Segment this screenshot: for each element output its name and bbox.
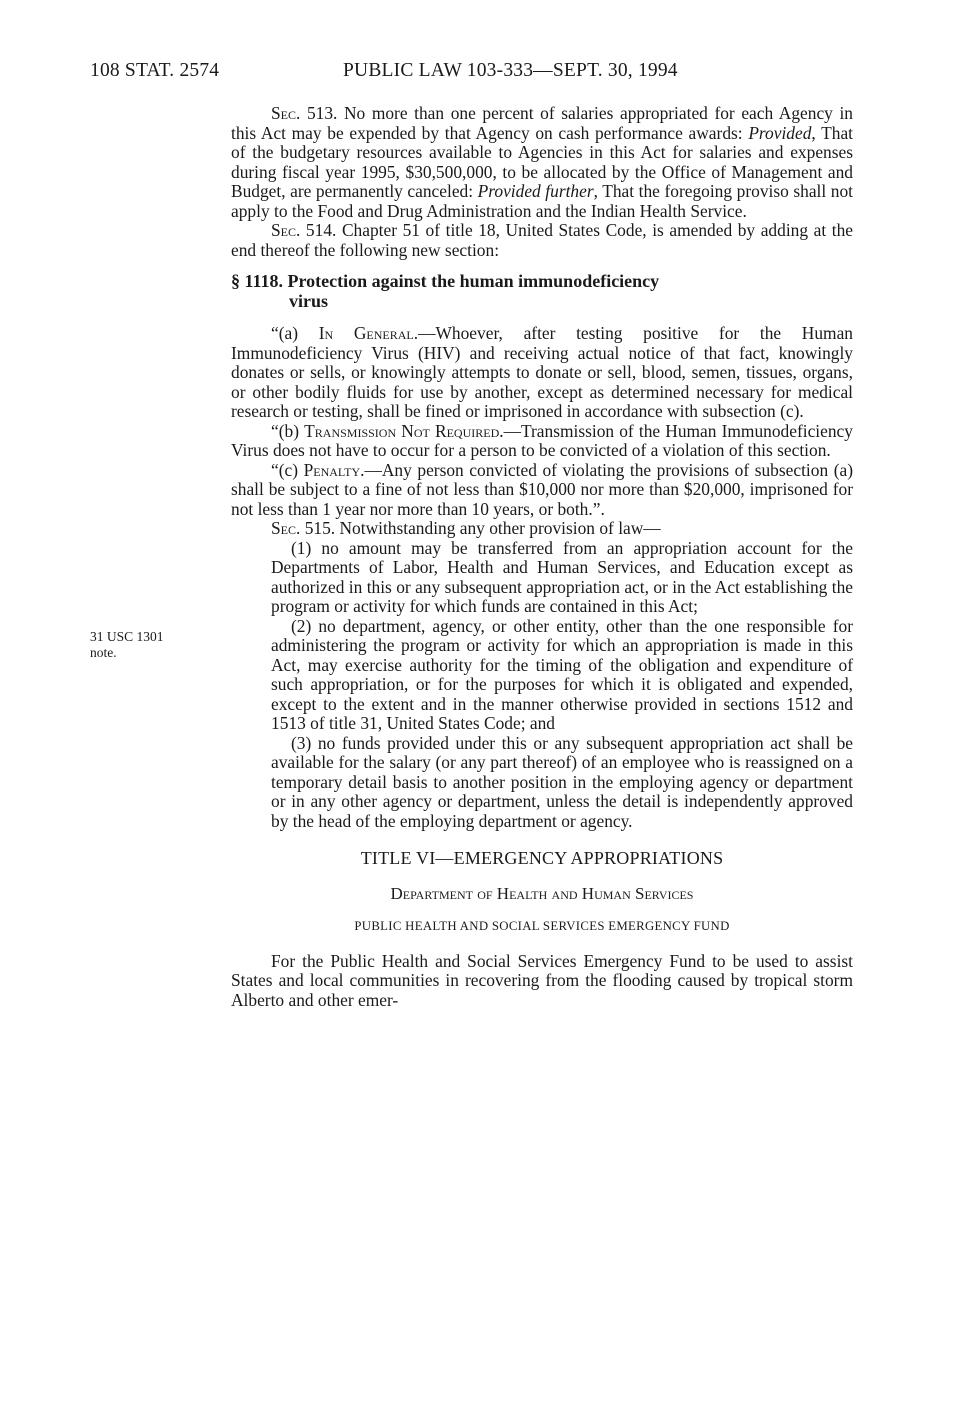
section-515-text: Notwithstanding any other provision of law— xyxy=(335,518,661,538)
section-1118-heading-line-1: § 1118. Protection against the human immunodeficiency xyxy=(231,271,660,291)
margin-note xyxy=(90,629,164,661)
subsection-c-text: —Any person convicted of violating the provisions of subsection (a) shall be subject to a fine of not less than $10,000 nor more than $20,000, imprisoned for not less than 1 year nor more than 10 years, or both.”. xyxy=(231,459,853,519)
subsection-b-heading: Transmission Not Required. xyxy=(304,420,504,441)
law-reference: PUBLIC LAW 103-333—SEPT. 30, 1994 xyxy=(343,60,678,81)
section-515-item-1: (1) no amount may be transferred from an appropriation account for the Departments of Labor, Health and Human Services, and Education except as authorized in this or any subsequent appropriation act, or in the Act establishing the program or activity for which funds are contained in this Act; xyxy=(271,537,853,616)
subsection-a-prefix: “(a) xyxy=(271,323,319,343)
fund-text: For the Public Health and Social Services Emergency Fund to be used to assist States and local communities in recovering from the flooding caused by tropical storm Alberto and other emer- xyxy=(231,950,853,1010)
subsection-b-prefix: “(b) xyxy=(271,420,305,441)
fund-heading: PUBLIC HEALTH AND SOCIAL SERVICES EMERGENCY FUND xyxy=(354,919,730,933)
section-1118-heading xyxy=(231,271,853,311)
section-514 xyxy=(231,221,853,260)
subsection-a-heading: In General. xyxy=(318,323,419,343)
section-515-item-2: (2) no department, agency, or other entity, other than the one responsible for administering the program or activity for which an appropriation is made in this Act, may exercise authority for the timing of the obligation and expenditure of such appropriation, or for the purposes for which it is obligated and expended, except to the extent and in the manner otherwise provided in sections 1512 and 1513 of title 31, United States Code; and xyxy=(271,615,853,733)
subsection-c-heading: Penalty. xyxy=(303,459,365,480)
section-1118-heading-line-2: virus xyxy=(289,291,329,311)
section-513 xyxy=(231,104,853,221)
margin-note-citation: 31 USC 1301 xyxy=(90,629,164,644)
subsection-b xyxy=(231,422,853,461)
section-513-proviso-2: Provided further xyxy=(477,181,594,201)
subsection-b-text: —Transmission of the Human Immunodeficiency Virus does not have to occur for a person to be convicted of a violation of this section. xyxy=(231,420,853,460)
title-heading: TITLE VI—EMERGENCY APPROPRIATIONS xyxy=(360,848,724,868)
section-515 xyxy=(231,519,853,539)
subsection-c-prefix: “(c) xyxy=(271,459,304,480)
section-513-text-a: No more than one percent of salaries appropriated for each Agency in this Act may be expended by that Agency on cash performance awards: xyxy=(231,103,854,143)
section-515-item-3: (3) no funds provided under this or any subsequent appropriation act shall be available for the salary (or any part thereof) of an employee who is reassigned on a temporary detail basis to another position in the employing agency or department or in any other agency or department, unless the detail is independently approved by the head of the employing department or agency. xyxy=(271,732,853,831)
document-body xyxy=(231,104,853,1010)
stat-reference: 108 STAT. 2574 xyxy=(90,60,220,81)
margin-note-suffix: note. xyxy=(90,645,117,660)
section-515-items xyxy=(231,539,853,832)
section-513-label: Sec. 513. xyxy=(271,103,338,123)
subsection-a xyxy=(231,324,853,422)
section-513-text-c: , That the foregoing proviso shall not apply to the Food and Drug Administration and the Indian Health Service. xyxy=(231,181,853,221)
department-heading: Department of Health and Human Services xyxy=(390,883,694,903)
section-513-proviso-1: Provided xyxy=(748,122,812,143)
section-514-text: Chapter 51 of title 18, United States Code, is amended by adding at the end thereof the following new section: xyxy=(231,220,853,260)
section-514-label: Sec. 514. xyxy=(271,220,337,240)
section-515-label: Sec. 515. xyxy=(271,518,336,538)
subsection-c xyxy=(231,461,853,520)
subsection-a-text: —Whoever, after testing positive for the Human Immunodeficiency Virus (HIV) and receiving actual notice of that fact, knowingly donates or sells, or knowingly attempts to donate or sell, blood, semen, tissues, organs, or other bodily fluids for use by another, except as determined necessary for medical research or testing, shall be fined or imprisoned in accordance with subsection (c). xyxy=(231,323,854,421)
section-513-text-b: , That of the budgetary resources available to Agencies in this Act for salaries and expenses during fiscal year 1995, $30,500,000, to be allocated by the Office of Management and Budget, are permanently canceled: xyxy=(231,122,854,201)
